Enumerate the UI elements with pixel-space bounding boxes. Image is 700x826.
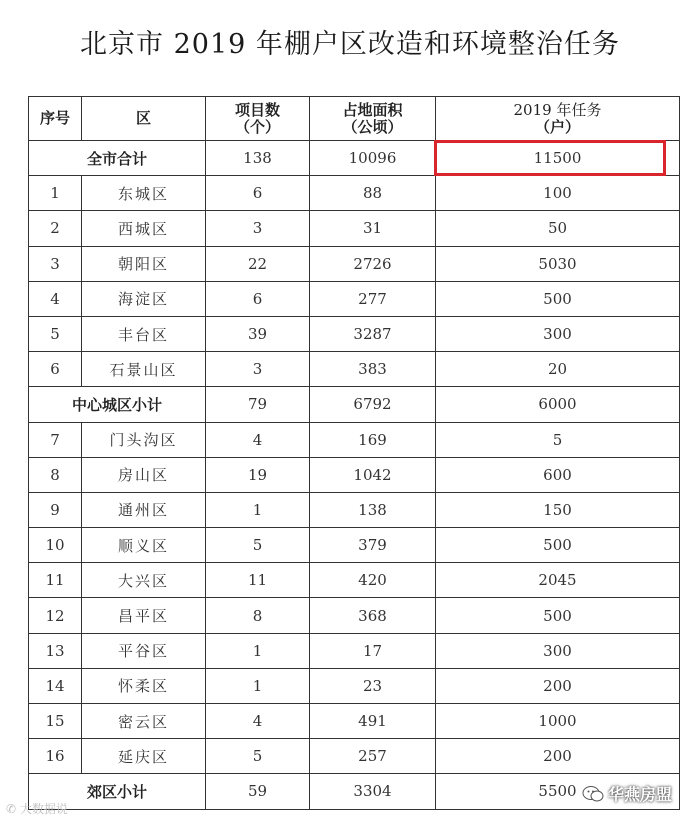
row-no: 7 xyxy=(29,422,82,457)
row-no: 8 xyxy=(29,457,82,492)
row-projects: 39 xyxy=(206,316,310,351)
row-district: 平谷区 xyxy=(82,633,206,668)
central-subtotal-row-task: 6000 xyxy=(436,387,680,422)
row-district: 朝阳区 xyxy=(82,246,206,281)
row-projects: 11 xyxy=(206,563,310,598)
header-projects xyxy=(206,97,310,141)
suburb-subtotal-row-projects: 59 xyxy=(206,774,310,809)
row-no: 2 xyxy=(29,211,82,246)
row-district: 昌平区 xyxy=(82,598,206,633)
table-row xyxy=(29,704,680,739)
row-area: 17 xyxy=(310,633,436,668)
table-row xyxy=(29,492,680,527)
watermark-right xyxy=(582,782,672,805)
row-projects: 4 xyxy=(206,704,310,739)
row-district: 石景山区 xyxy=(82,352,206,387)
table-header-row xyxy=(29,97,680,141)
row-district: 通州区 xyxy=(82,492,206,527)
row-no: 15 xyxy=(29,704,82,739)
page-title: 北京市 2019 年棚户区改造和环境整治任务 xyxy=(80,29,620,60)
header-area xyxy=(310,97,436,141)
total-area: 10096 xyxy=(310,141,436,176)
header-district: 区 xyxy=(82,97,206,141)
row-area: 257 xyxy=(310,739,436,774)
table-row xyxy=(29,668,680,703)
wechat-icon xyxy=(582,785,604,803)
total-task-highlight-box xyxy=(434,140,666,176)
row-area: 88 xyxy=(310,176,436,211)
row-projects: 1 xyxy=(206,492,310,527)
row-area: 31 xyxy=(310,211,436,246)
header-projects-line2: （个） xyxy=(234,117,280,136)
row-projects: 1 xyxy=(206,668,310,703)
header-task-line2: （户） xyxy=(534,117,580,136)
central-subtotal-row-label: 中心城区小计 xyxy=(29,387,206,422)
table-row xyxy=(29,211,680,246)
row-task: 300 xyxy=(436,633,680,668)
central-subtotal-row-projects: 79 xyxy=(206,387,310,422)
row-no: 13 xyxy=(29,633,82,668)
row-area: 138 xyxy=(310,492,436,527)
table-row xyxy=(29,246,680,281)
row-task: 200 xyxy=(436,739,680,774)
row-projects: 19 xyxy=(206,457,310,492)
row-no: 14 xyxy=(29,668,82,703)
table-row xyxy=(29,422,680,457)
row-area: 420 xyxy=(310,563,436,598)
row-no: 12 xyxy=(29,598,82,633)
row-task: 20 xyxy=(436,352,680,387)
row-district: 大兴区 xyxy=(82,563,206,598)
table-row xyxy=(29,739,680,774)
watermark-left xyxy=(6,800,68,817)
row-projects: 5 xyxy=(206,528,310,563)
row-task: 1000 xyxy=(436,704,680,739)
watermark-right-text: 华燕房盟 xyxy=(608,785,673,804)
row-projects: 3 xyxy=(206,211,310,246)
row-district: 顺义区 xyxy=(82,528,206,563)
table-row xyxy=(29,316,680,351)
suburb-subtotal-row-task: 5500 xyxy=(436,774,680,809)
row-district: 东城区 xyxy=(82,176,206,211)
row-projects: 6 xyxy=(206,281,310,316)
row-task: 500 xyxy=(436,528,680,563)
table-row xyxy=(29,598,680,633)
central-subtotal-row xyxy=(29,387,680,422)
row-no: 1 xyxy=(29,176,82,211)
row-projects: 8 xyxy=(206,598,310,633)
row-task: 500 xyxy=(436,281,680,316)
header-task-line1: 2019 年任务 xyxy=(513,100,602,119)
suburb-subtotal-row-area: 3304 xyxy=(310,774,436,809)
row-projects: 3 xyxy=(206,352,310,387)
row-task: 50 xyxy=(436,211,680,246)
row-no: 4 xyxy=(29,281,82,316)
row-no: 11 xyxy=(29,563,82,598)
header-projects-line1: 项目数 xyxy=(234,100,280,119)
row-district: 西城区 xyxy=(82,211,206,246)
row-area: 2726 xyxy=(310,246,436,281)
row-area: 491 xyxy=(310,704,436,739)
total-label: 全市合计 xyxy=(29,141,206,176)
task-table xyxy=(28,96,680,810)
row-area: 1042 xyxy=(310,457,436,492)
row-no: 10 xyxy=(29,528,82,563)
header-area-line2: （公顷） xyxy=(342,117,403,136)
row-area: 169 xyxy=(310,422,436,457)
row-task: 200 xyxy=(436,668,680,703)
row-no: 5 xyxy=(29,316,82,351)
row-district: 延庆区 xyxy=(82,739,206,774)
row-no: 3 xyxy=(29,246,82,281)
table-row xyxy=(29,352,680,387)
total-task: 11500 xyxy=(436,141,680,176)
total-projects: 138 xyxy=(206,141,310,176)
row-area: 3287 xyxy=(310,316,436,351)
row-projects: 1 xyxy=(206,633,310,668)
suburb-subtotal-row-label: 郊区小计 xyxy=(29,774,206,809)
row-task: 100 xyxy=(436,176,680,211)
row-projects: 6 xyxy=(206,176,310,211)
row-area: 277 xyxy=(310,281,436,316)
table-row xyxy=(29,528,680,563)
watermark-left-text: 大数据说 xyxy=(19,802,68,816)
row-district: 门头沟区 xyxy=(82,422,206,457)
table-row xyxy=(29,457,680,492)
row-projects: 4 xyxy=(206,422,310,457)
row-no: 16 xyxy=(29,739,82,774)
row-task: 300 xyxy=(436,316,680,351)
row-area: 368 xyxy=(310,598,436,633)
row-projects: 5 xyxy=(206,739,310,774)
row-no: 6 xyxy=(29,352,82,387)
row-area: 379 xyxy=(310,528,436,563)
table-row xyxy=(29,281,680,316)
central-subtotal-row-area: 6792 xyxy=(310,387,436,422)
header-area-line1: 占地面积 xyxy=(342,100,403,119)
row-district: 房山区 xyxy=(82,457,206,492)
row-no: 9 xyxy=(29,492,82,527)
row-task: 500 xyxy=(436,598,680,633)
row-district: 怀柔区 xyxy=(82,668,206,703)
table-row xyxy=(29,176,680,211)
header-task xyxy=(436,97,680,141)
header-no: 序号 xyxy=(29,97,82,141)
row-task: 2045 xyxy=(436,563,680,598)
table-row xyxy=(29,633,680,668)
row-district: 海淀区 xyxy=(82,281,206,316)
table-row xyxy=(29,563,680,598)
row-district: 丰台区 xyxy=(82,316,206,351)
row-task: 5 xyxy=(436,422,680,457)
row-projects: 22 xyxy=(206,246,310,281)
row-area: 383 xyxy=(310,352,436,387)
row-task: 5030 xyxy=(436,246,680,281)
row-area: 23 xyxy=(310,668,436,703)
row-task: 600 xyxy=(436,457,680,492)
row-district: 密云区 xyxy=(82,704,206,739)
weibo-icon: ✆ xyxy=(6,802,17,816)
row-task: 150 xyxy=(436,492,680,527)
